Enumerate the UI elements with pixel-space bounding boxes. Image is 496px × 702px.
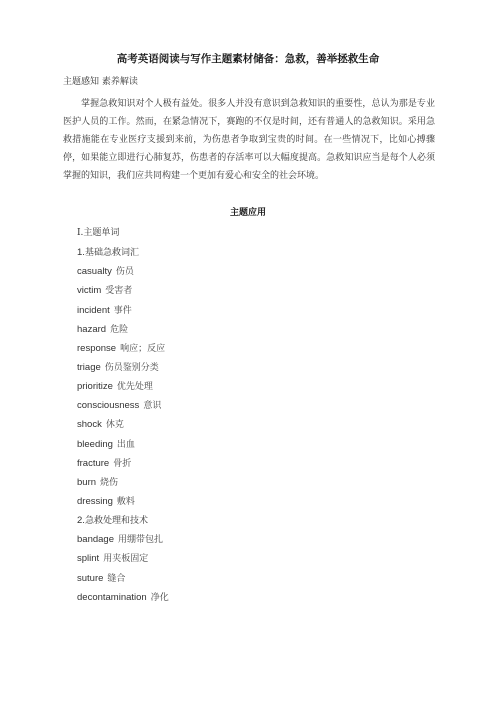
list-item bbox=[77, 588, 169, 607]
word-english: splint bbox=[77, 553, 100, 565]
list-item bbox=[77, 454, 169, 473]
word-chinese: 烧伤 bbox=[100, 477, 119, 488]
list-heading-label: 急救处理和技术 bbox=[84, 516, 148, 527]
word-chinese: 伤员鉴别分类 bbox=[104, 362, 159, 373]
list-heading-label: Ⅰ.主题单词 bbox=[77, 228, 120, 238]
word-english: shock bbox=[77, 419, 102, 431]
word-english: hazard bbox=[77, 323, 107, 335]
list-item bbox=[77, 301, 169, 320]
list-heading-text bbox=[77, 248, 139, 258]
list-item bbox=[77, 320, 169, 339]
section-heading: 主题应用 bbox=[229, 208, 266, 218]
list-item bbox=[77, 569, 169, 588]
vocabulary-list bbox=[77, 224, 169, 607]
word-chinese: 受害者 bbox=[105, 286, 133, 297]
list-item bbox=[77, 473, 169, 492]
list-item bbox=[77, 396, 169, 415]
word-chinese: 事件 bbox=[113, 305, 132, 316]
word-chinese: 出血 bbox=[116, 439, 135, 450]
word-chinese: 伤员 bbox=[115, 267, 134, 278]
word-english: response bbox=[77, 342, 117, 354]
word-chinese: 响应；反应 bbox=[120, 343, 166, 354]
word-english: dressing bbox=[77, 495, 113, 507]
word-english: suture bbox=[77, 572, 104, 584]
word-english: fracture bbox=[77, 457, 110, 469]
word-chinese: 骨折 bbox=[113, 458, 132, 469]
list-heading-text bbox=[77, 516, 148, 526]
word-chinese: 用绷带包扎 bbox=[117, 535, 163, 546]
document-title: 高考英语阅读与写作主题素材储备：急救，善举拯救生命 bbox=[116, 53, 380, 65]
word-chinese: 用夹板固定 bbox=[103, 554, 149, 565]
intro-paragraph: 掌握急救知识对个人极有益处。很多人并没有意识到急救知识的重要性，总认为那是专业医护人员的工作。然而，在紧急情况下，赛跑的不仅是时间，还有普通人的急救知识。采用急救措施能在专业医疗支援到来前，为伤患者争取到宝贵的时间。在一些情况下，比如心搏骤停，如果能立即进行心肺复苏，伤患者的存活率可以大幅度提高。急救知识应当是每个人必须掌握的知识，我们应共同构建一个更加有爱心和安全的社会环境。 bbox=[63, 99, 435, 181]
list-item bbox=[77, 377, 169, 396]
word-english: decontamination bbox=[77, 591, 147, 603]
word-english: burn bbox=[77, 476, 97, 488]
word-chinese: 敷料 bbox=[116, 496, 135, 507]
word-chinese: 意识 bbox=[143, 401, 162, 412]
list-item bbox=[77, 339, 169, 358]
list-item bbox=[77, 435, 169, 454]
list-item bbox=[77, 262, 169, 281]
word-chinese: 缝合 bbox=[107, 573, 126, 584]
word-chinese: 优先处理 bbox=[116, 382, 153, 393]
word-chinese: 危险 bbox=[110, 324, 129, 335]
list-item bbox=[77, 281, 169, 300]
list-heading-label: 基础急救词汇 bbox=[84, 248, 139, 259]
list-heading bbox=[77, 224, 169, 243]
word-english: consciousness bbox=[77, 400, 140, 412]
list-item bbox=[77, 530, 169, 549]
word-english: bleeding bbox=[77, 438, 113, 450]
list-heading bbox=[77, 243, 169, 262]
list-heading-number: 2. bbox=[77, 515, 85, 527]
list-item bbox=[77, 549, 169, 568]
word-english: prioritize bbox=[77, 381, 113, 393]
word-english: bandage bbox=[77, 534, 114, 546]
word-chinese: 净化 bbox=[150, 592, 169, 603]
word-english: casualty bbox=[77, 266, 112, 278]
word-english: incident bbox=[77, 304, 110, 316]
list-item bbox=[77, 492, 169, 511]
intro-label: 主题感知 素养解读 bbox=[63, 77, 138, 87]
list-heading-text bbox=[77, 228, 119, 238]
list-heading-number: 1. bbox=[77, 247, 85, 259]
list-item bbox=[77, 415, 169, 434]
word-chinese: 休克 bbox=[105, 420, 124, 431]
list-item bbox=[77, 358, 169, 377]
word-english: victim bbox=[77, 285, 102, 297]
word-english: triage bbox=[77, 361, 101, 373]
list-heading bbox=[77, 511, 169, 530]
